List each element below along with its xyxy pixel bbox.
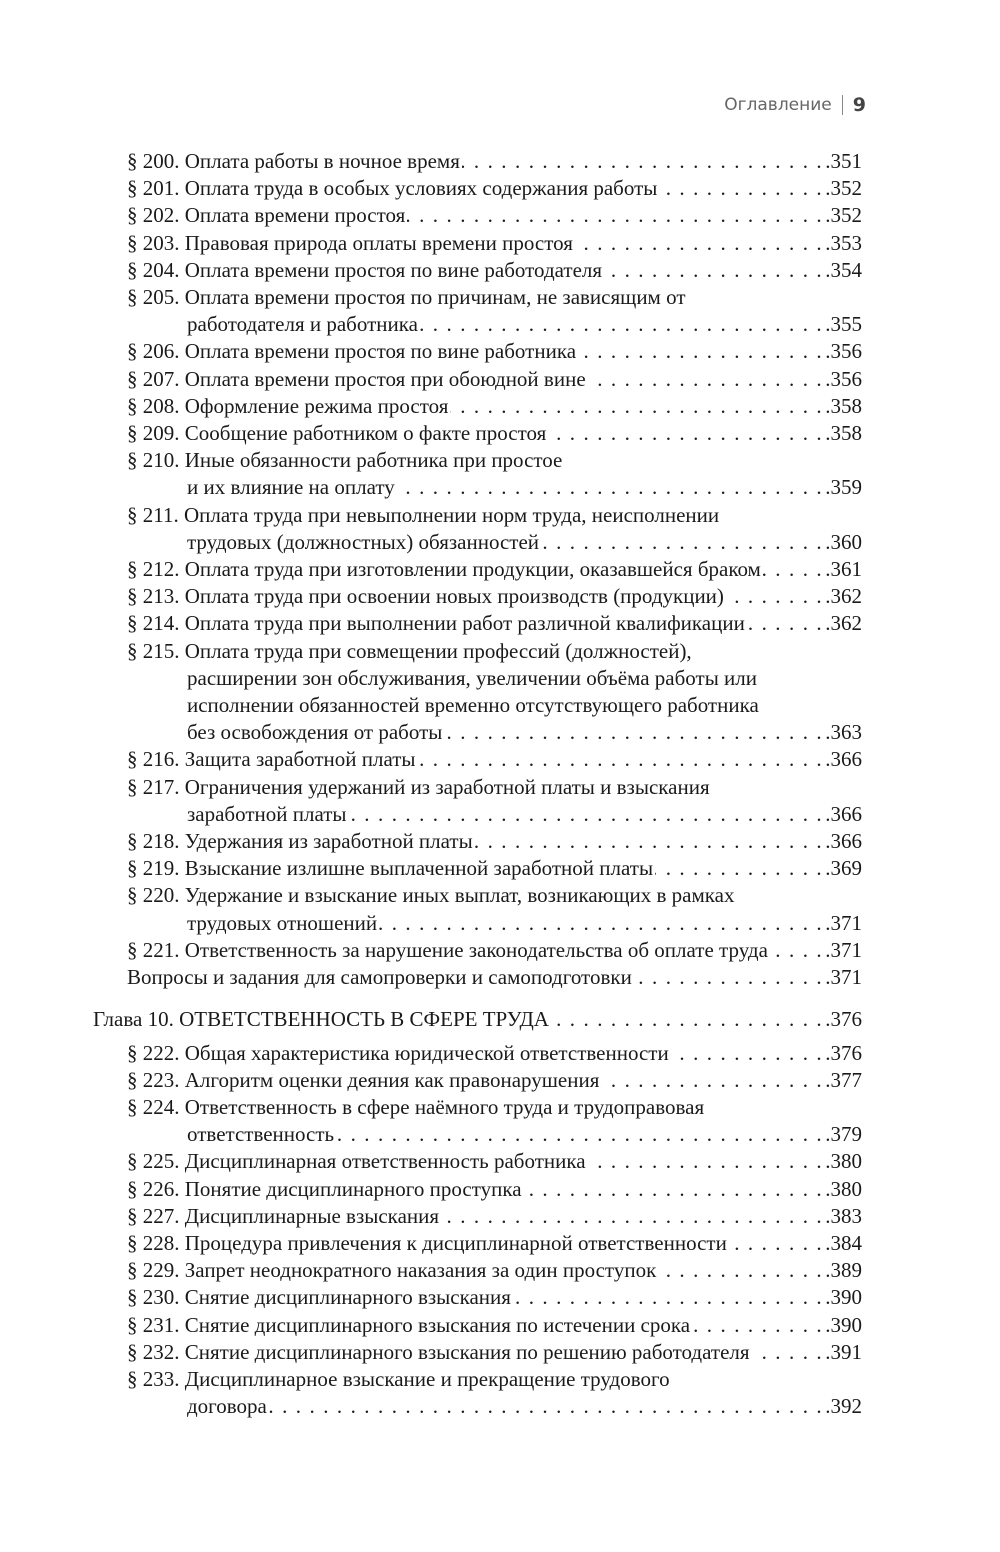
toc-entry-title: § 228. Процедура привлечения к дисциплинарной ответственности (127, 1230, 727, 1255)
toc-entry-title: договора (187, 1394, 267, 1419)
dot-leader (747, 610, 823, 637)
toc-entry[interactable] (127, 175, 862, 202)
dot-leader (634, 964, 823, 991)
toc-entry[interactable] (127, 774, 862, 828)
toc-entry[interactable] (127, 882, 862, 936)
toc-entry-page: .379 (825, 1122, 862, 1147)
toc-entry-page: .391 (825, 1339, 862, 1364)
dot-leader (726, 583, 823, 610)
toc-entry[interactable] (127, 1257, 862, 1284)
toc-entry[interactable] (127, 502, 862, 556)
dot-leader (397, 474, 824, 501)
chapter-page: .376 (825, 1007, 862, 1032)
toc-entry-page: .358 (825, 421, 862, 446)
toc-entry-title: § 231. Снятие дисциплинарного взыскания по истечении срока (127, 1312, 691, 1337)
dot-leader (658, 1257, 823, 1284)
toc-entry-title: Вопросы и задания для самопроверки и самоподготовки (127, 965, 632, 990)
toc-entry-title: § 217. Ограничения удержаний из заработной платы и взыскания (127, 774, 710, 799)
toc-entry[interactable] (127, 855, 862, 882)
toc-entry-page: .360 (825, 529, 862, 554)
toc-entry-title: § 229. Запрет неоднократного наказания за один проступок (127, 1258, 657, 1283)
toc-entry[interactable] (127, 937, 862, 964)
dot-leader (450, 393, 823, 420)
toc-entry-page: .371 (825, 910, 862, 935)
toc-entry-title: § 200. Оплата работы в ночное время (127, 149, 460, 173)
dot-leader (269, 1393, 823, 1420)
toc-entry[interactable] (127, 366, 862, 393)
toc-entry[interactable] (127, 1067, 862, 1094)
toc-entry-title: работодателя и работника (187, 312, 418, 337)
toc-section-list (127, 1040, 862, 1421)
toc-entry-title: § 205. Оплата времени простоя по причинам, не зависящим от (127, 285, 686, 310)
dot-leader (578, 338, 823, 365)
toc-entry-title: § 209. Сообщение работником о факте простоя (127, 421, 547, 446)
dot-leader (548, 420, 823, 447)
dot-leader (475, 828, 824, 855)
dot-leader (541, 529, 823, 556)
dot-leader (441, 1203, 823, 1230)
toc-entry-title: исполнении обязанностей временно отсутствующего работника (187, 693, 759, 718)
toc-entry-title: § 215. Оплата труда при совмещении профессий (должностей), (127, 638, 692, 663)
toc-entry-title: § 212. Оплата труда при изготовлении продукции, оказавшейся браком (127, 557, 761, 582)
dot-leader (349, 801, 824, 828)
toc-entry-page: .392 (825, 1394, 862, 1419)
toc-entry[interactable] (127, 257, 862, 284)
toc-entry-page: .351 (825, 149, 862, 173)
toc-entry-page: .362 (825, 584, 862, 609)
toc-entry[interactable] (127, 828, 862, 855)
toc-entry[interactable] (127, 610, 862, 637)
toc-entry-title: § 221. Ответственность за нарушение законодательства об оплате труда (127, 937, 768, 962)
toc-entry[interactable] (127, 1366, 862, 1420)
toc-entry-title: § 214. Оплата труда при выполнении работ различной квалификации (127, 611, 745, 636)
toc-entry-page: .376 (825, 1040, 862, 1065)
toc-entry[interactable] (127, 230, 862, 257)
toc-entry-page: .389 (825, 1258, 862, 1283)
toc-entry-title: § 220. Удержание и взыскание иных выплат, возникающих в рамках (127, 883, 735, 908)
toc-entry-page: .390 (825, 1312, 862, 1337)
dot-leader (659, 175, 823, 202)
toc-entry-title: § 210. Иные обязанности работника при простое (127, 448, 563, 473)
dot-leader (407, 202, 823, 229)
dot-leader (524, 1176, 824, 1203)
page-number: 9 (852, 94, 866, 116)
dot-leader (729, 1230, 823, 1257)
toc-entry-title: без освобождения от работы (187, 720, 443, 745)
toc-entry-title: и их влияние на оплату (187, 475, 395, 500)
table-of-contents (93, 148, 862, 1420)
dot-leader (601, 1067, 823, 1094)
toc-entry-page: .354 (825, 257, 862, 282)
toc-entry[interactable] (127, 1094, 862, 1148)
toc-entry[interactable] (127, 1230, 862, 1257)
dot-leader (444, 719, 823, 746)
toc-entry-title: § 225. Дисциплинарная ответственность работника (127, 1149, 586, 1174)
toc-entry-title: § 207. Оплата времени простоя при обоюдной вине (127, 366, 586, 391)
toc-entry-title: § 233. Дисциплинарное взыскание и прекращение трудового (127, 1366, 670, 1391)
dot-leader (379, 910, 823, 937)
toc-entry[interactable] (127, 202, 862, 229)
toc-entry-title: § 202. Оплата времени простоя (127, 203, 406, 228)
toc-entry-page: .380 (825, 1176, 862, 1201)
toc-entry-page: .377 (825, 1067, 862, 1092)
dot-leader (752, 1339, 824, 1366)
toc-entry-title: § 201. Оплата труда в особых условиях содержания работы (127, 176, 658, 201)
toc-entry[interactable] (127, 1284, 862, 1311)
chapter-title: Глава 10. ОТВЕТСТВЕННОСТЬ В СФЕРЕ ТРУДА (93, 1007, 549, 1032)
toc-entry-page: .356 (825, 366, 862, 391)
toc-entry[interactable] (127, 556, 862, 583)
toc-entry-title: § 204. Оплата времени простоя по вине работодателя (127, 257, 603, 282)
toc-entry-page: .359 (825, 475, 862, 500)
toc-entry[interactable] (127, 393, 862, 420)
toc-entry-page: .356 (825, 339, 862, 364)
dot-leader (418, 746, 824, 773)
toc-entry[interactable] (127, 338, 862, 365)
dot-leader (336, 1121, 823, 1148)
toc-entry[interactable] (127, 447, 862, 501)
running-header-title: Оглавление (724, 95, 832, 115)
toc-entry-title: § 226. Понятие дисциплинарного проступка (127, 1176, 522, 1201)
running-header (724, 94, 866, 116)
dot-leader (513, 1284, 823, 1311)
toc-entry-page: .366 (825, 801, 862, 826)
toc-entry-title: § 222. Общая характеристика юридической ответственности (127, 1040, 669, 1065)
toc-entry-page: .352 (825, 176, 862, 201)
toc-entry-title: § 230. Снятие дисциплинарного взыскания (127, 1285, 511, 1310)
toc-entry[interactable] (127, 964, 862, 991)
toc-entry-page: .366 (825, 829, 862, 854)
dot-leader (575, 230, 823, 257)
toc-entry-page: .371 (825, 937, 862, 962)
toc-entry-title: § 223. Алгоритм оценки деяния как правонарушения (127, 1067, 600, 1092)
toc-entry-page: .369 (825, 856, 862, 881)
toc-entry-title: § 227. Дисциплинарные взыскания (127, 1203, 440, 1228)
dot-leader (604, 257, 823, 284)
toc-entry-title: трудовых отношений (187, 910, 378, 935)
toc-chapter-entry[interactable] (93, 1006, 862, 1033)
toc-entry-title: § 206. Оплата времени простоя по вине работника (127, 339, 577, 364)
dot-leader (671, 1040, 824, 1067)
dot-leader (763, 556, 823, 583)
toc-entry[interactable] (127, 746, 862, 773)
toc-entry[interactable] (127, 1040, 862, 1067)
toc-entry-page: .363 (825, 720, 862, 745)
dot-leader (655, 855, 823, 882)
dot-leader (588, 1148, 824, 1175)
dot-leader (420, 311, 823, 338)
toc-entry[interactable] (127, 284, 862, 338)
toc-entry-page: .362 (825, 611, 862, 636)
toc-entry-page: .352 (825, 203, 862, 228)
toc-entry-page: .380 (825, 1149, 862, 1174)
toc-entry-page: .371 (825, 965, 862, 990)
toc-entry-title: § 232. Снятие дисциплинарного взыскания по решению работодателя (127, 1339, 750, 1364)
dot-leader (692, 1312, 823, 1339)
toc-entry-page: .390 (825, 1285, 862, 1310)
toc-entry-title: расширении зон обслуживания, увеличении объёма работы или (187, 665, 758, 690)
toc-entry-page: .361 (825, 557, 862, 582)
toc-entry[interactable] (127, 638, 862, 747)
toc-entry-page: .355 (825, 312, 862, 337)
toc-entry[interactable] (127, 420, 862, 447)
toc-entry[interactable] (127, 1203, 862, 1230)
dot-leader (551, 1006, 823, 1033)
toc-entry[interactable] (127, 1339, 862, 1366)
toc-entry[interactable] (127, 148, 862, 175)
toc-entry[interactable] (127, 1176, 862, 1203)
toc-entry-title: § 211. Оплата труда при невыполнении норм труда, неисполнении (127, 502, 720, 527)
toc-entry-title: § 224. Ответственность в сфере наёмного труда и трудоправовая (127, 1094, 705, 1119)
toc-entry-page: .366 (825, 747, 862, 772)
toc-entry-title: § 219. Взыскание излишне выплаченной заработной платы (127, 856, 654, 881)
toc-entry[interactable] (127, 583, 862, 610)
toc-entry-title: трудовых (должностных) обязанностей (187, 529, 540, 554)
toc-entry-title: ответственность (187, 1122, 335, 1147)
dot-leader (588, 366, 824, 393)
dot-leader (770, 937, 823, 964)
toc-entry-title: § 213. Оплата труда при освоении новых производств (продукции) (127, 584, 724, 609)
toc-entry-title: § 216. Защита заработной платы (127, 747, 416, 772)
toc-entry[interactable] (127, 1312, 862, 1339)
toc-section-list (127, 148, 862, 991)
toc-entry-title: § 208. Оформление режима простоя (127, 393, 449, 418)
toc-entry-title: § 218. Удержания из заработной платы (127, 829, 473, 854)
toc-entry-page: .353 (825, 230, 862, 255)
header-divider (842, 95, 843, 115)
toc-entry-title: § 203. Правовая природа оплаты времени простоя (127, 230, 573, 255)
toc-entry-page: .383 (825, 1203, 862, 1228)
toc-entry-page: .358 (825, 393, 862, 418)
toc-entry-title: заработной платы (187, 801, 347, 826)
dot-leader (462, 148, 823, 175)
toc-entry-page: .384 (825, 1230, 862, 1255)
toc-entry[interactable] (127, 1148, 862, 1175)
